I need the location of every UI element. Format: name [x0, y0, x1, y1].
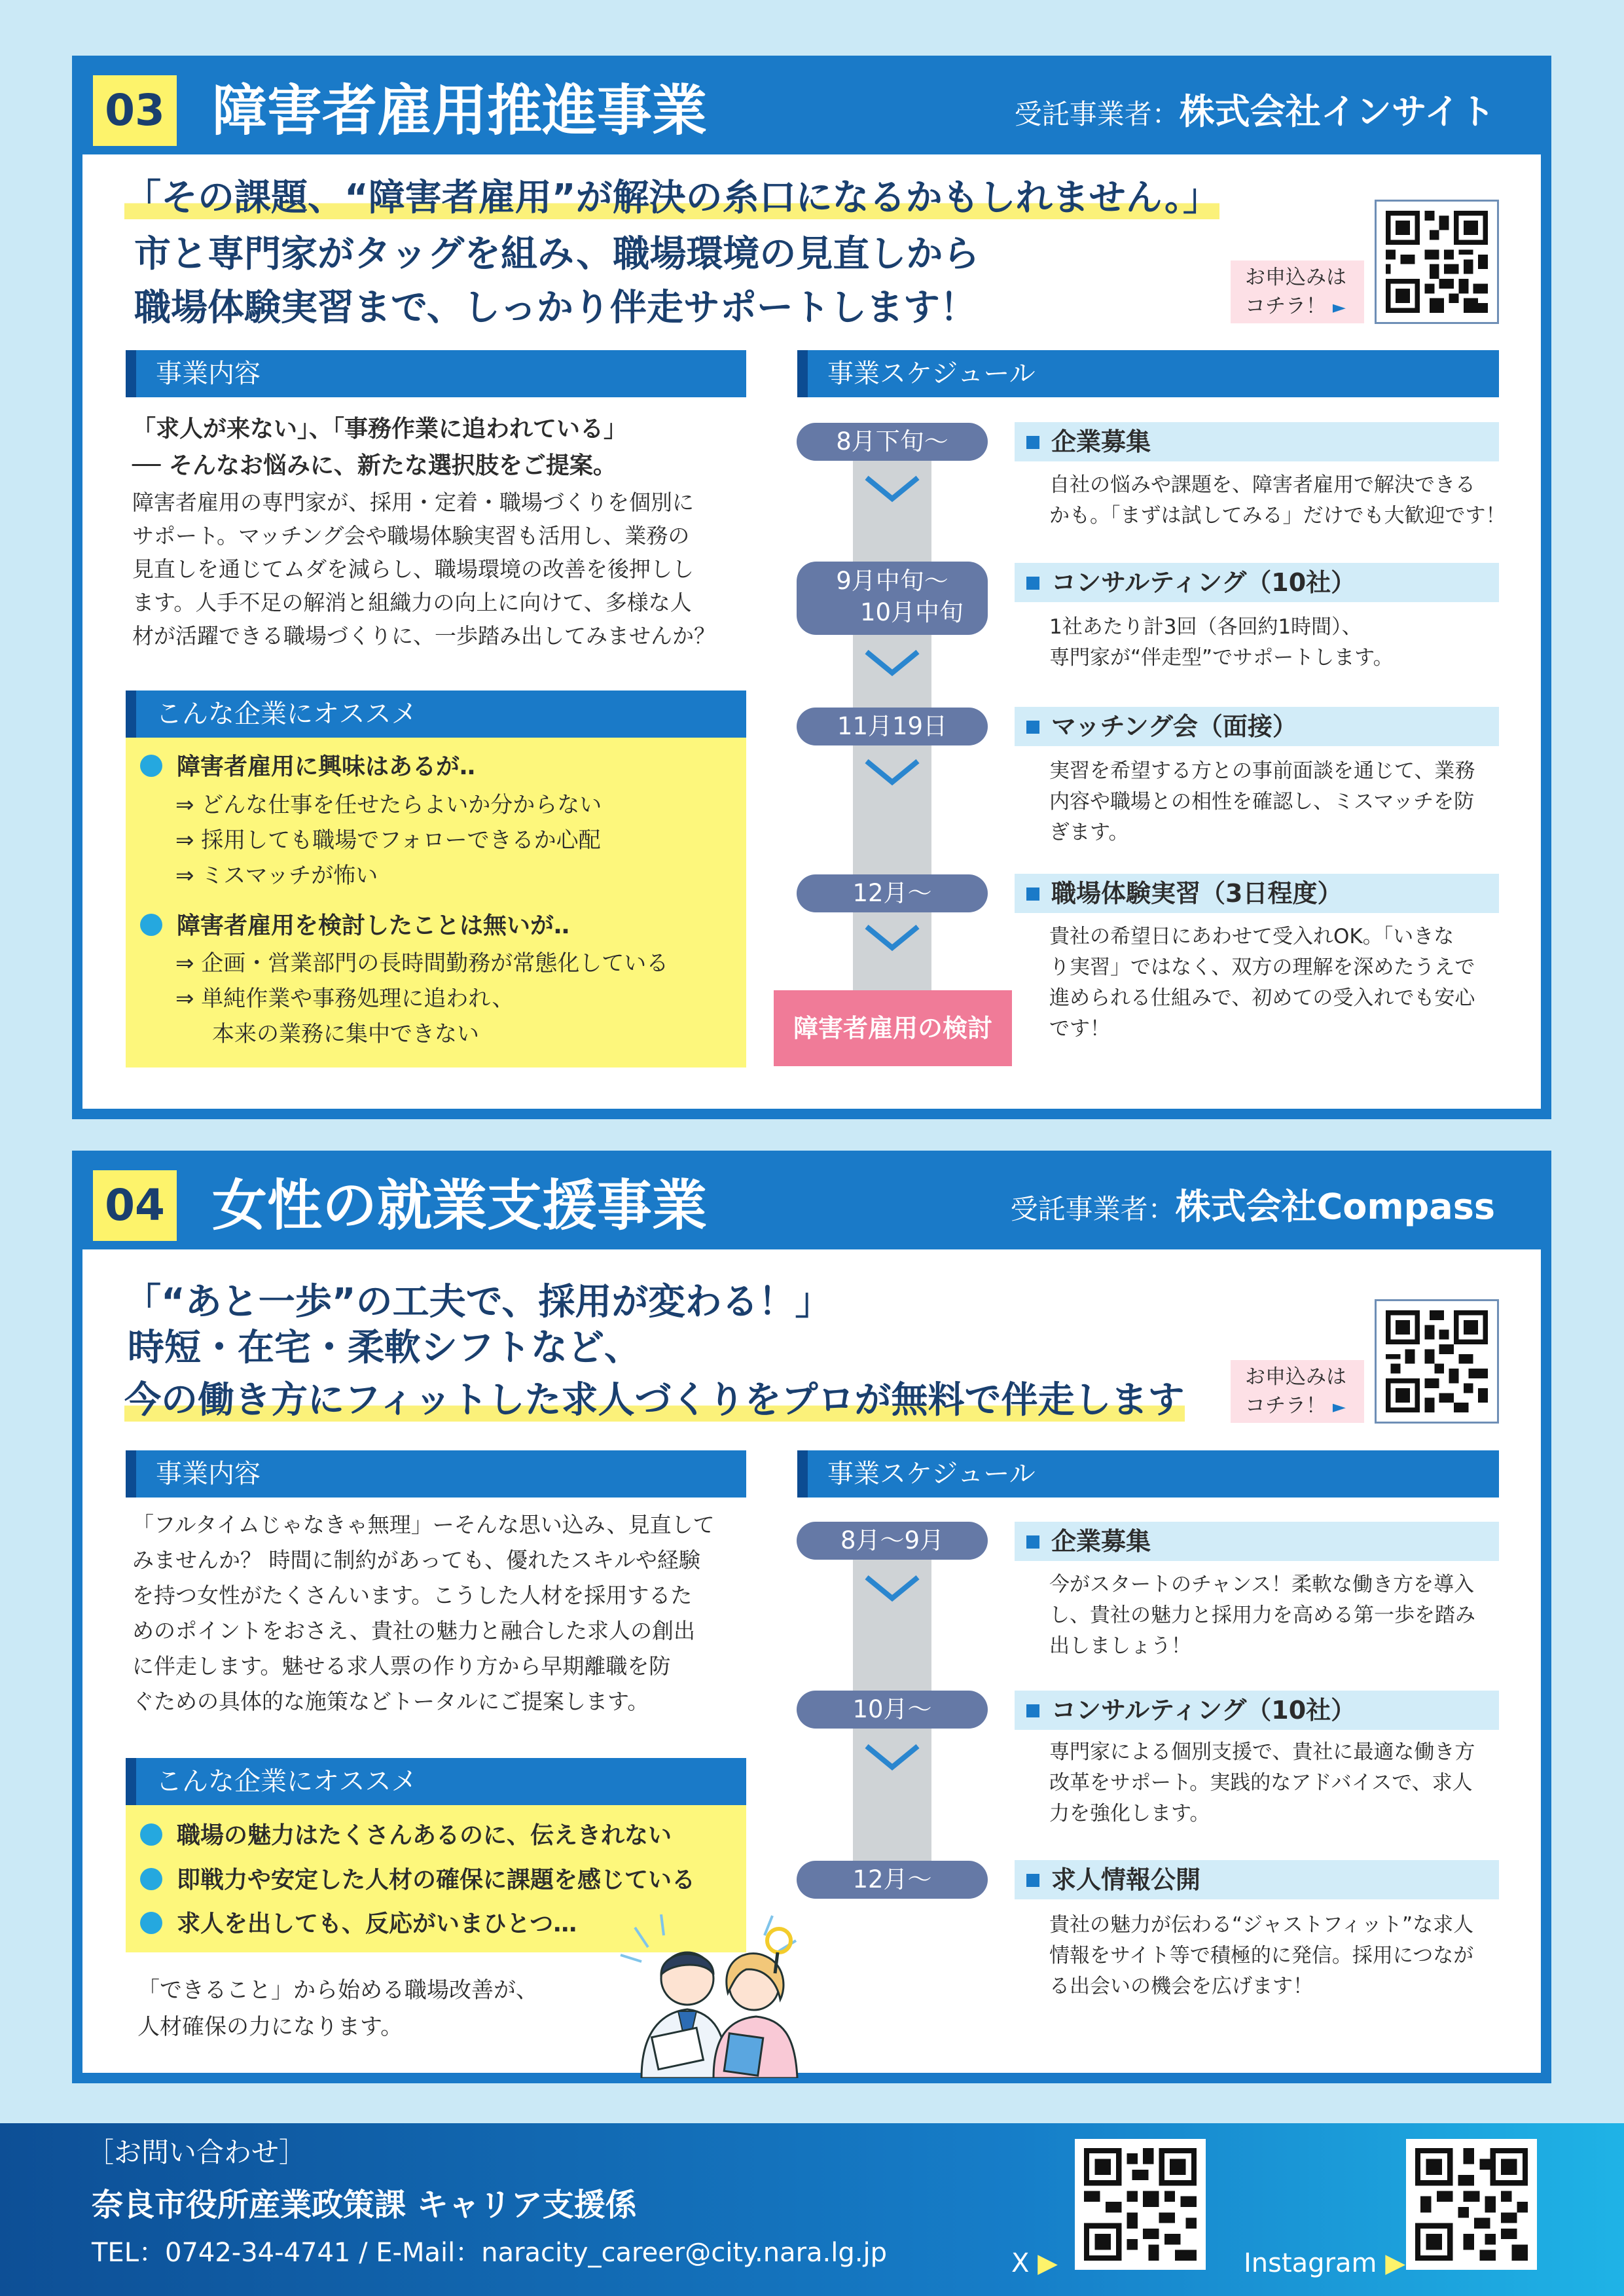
schedule-step-text: 貴社の魅力が伝わる“ジャストフィット”な求人 情報をサイト等で積極的に発信。採用につなが る出会いの機会を広げます！: [1049, 1913, 1474, 1998]
section-title: 障害者雇用推進事業: [212, 79, 708, 143]
schedule-step-text: 自社の悩みや課題を、障害者雇用で解決できる かも。「まずは試してみる」だけでも大歓迎です！: [1049, 473, 1506, 528]
schedule-step-title: コンサルティング（10社）: [1015, 563, 1499, 602]
schedule-date: 8月～9月: [797, 1522, 988, 1560]
department-name: 奈良市役所産業政策課 キャリア支援係: [92, 2187, 637, 2223]
contractor: [1015, 86, 1495, 147]
square-icon: [1026, 577, 1039, 590]
content-body: 「フルタイムじゃなきゃ無理」ーそんな思い込み、見直して みませんか？ 時間に制約があっても、優れたスキルや経験 を持つ女性がたくさんいます。こうした人材を採用するた めのポイントをおさえ、貴社の魅力と融合した求人の創出 に伴走します。魅せる求人票の作り方から早期離職を防 ぐための具体的な施策などトータルにご提案します。: [132, 1512, 715, 1714]
schedule-date: 10月～: [797, 1691, 988, 1729]
recommend-item: 職場の魅力はたくさんあるのに、伝えきれない: [140, 1820, 672, 1852]
schedule-date: 8月下旬～: [797, 423, 988, 461]
recommend-item: 即戦力や安定した人材の確保に課題を感じている: [140, 1864, 695, 1897]
apply-label[interactable]: お申込みは コチラ！ ►: [1231, 1360, 1364, 1423]
schedule-step-text: 貴社の希望日にあわせて受入れOK。「いきな り実習」ではなく、双方の理解を深めたうえで 進められる仕組みで、初めての受入れでも安心 です！: [1049, 925, 1475, 1041]
contractor-name: 株式会社インサイト: [1179, 91, 1495, 132]
panel-03-header: [82, 66, 1541, 154]
contractor-name: 株式会社Compass: [1175, 1186, 1495, 1227]
contractor-label: 受託事業者：: [1014, 98, 1180, 130]
instagram-qr-code[interactable]: [1406, 2139, 1537, 2270]
schedule-step-title: 企業募集: [1015, 422, 1499, 461]
closing-text: 「できること」から始める職場改善が、 人材確保の力になります。: [137, 1977, 538, 2040]
recommend-sub-items: ⇒ どんな仕事を任せたらよいか分からない ⇒ 採用しても職場でフォローできるか心配 ⇒ ミスマッチが怖い: [175, 792, 602, 889]
schedule-date: 9月中旬～ 10月中旬: [797, 562, 988, 635]
qr-code[interactable]: [1375, 1299, 1499, 1424]
recommend-item: 障害者雇用を検討したことは無いが‥: [140, 910, 569, 942]
schedule-heading: 事業スケジュール: [797, 350, 1499, 397]
contractor-label: 受託事業者：: [1010, 1193, 1176, 1225]
bullet-icon: [140, 1823, 162, 1846]
x-qr-code[interactable]: [1075, 2139, 1206, 2270]
instagram-link[interactable]: Instagram ▶: [1244, 2248, 1405, 2278]
bullet-icon: [140, 1912, 162, 1934]
chevron-down-icon: [863, 1741, 922, 1772]
schedule-step-title: 企業募集: [1015, 1522, 1499, 1561]
square-icon: [1026, 1535, 1039, 1549]
headline-line-2: 時短・在宅・柔軟シフトなど、: [128, 1327, 641, 1369]
schedule-step-title: コンサルティング（10社）: [1015, 1691, 1499, 1730]
contact-footer: [0, 2123, 1624, 2296]
content-heading: 事業内容: [126, 1450, 746, 1498]
square-icon: [1026, 1704, 1039, 1717]
schedule-heading: 事業スケジュール: [797, 1450, 1499, 1498]
section-title: 女性の就業支援事業: [212, 1174, 708, 1238]
recommend-sub-items: ⇒ 企画・営業部門の長時間勤務が常態化している ⇒ 単純作業や事務処理に追われ、 本来の業務に集中できない: [175, 950, 669, 1047]
apply-label[interactable]: お申込みは コチラ！ ►: [1231, 260, 1364, 323]
chevron-down-icon: [863, 756, 922, 787]
content-heading: 事業内容: [126, 350, 746, 397]
schedule-date: 11月19日: [797, 708, 988, 745]
schedule-date: 12月～: [797, 874, 988, 912]
x-link[interactable]: X ▶: [1011, 2248, 1058, 2278]
contact-info[interactable]: TEL：0742-34-4741 / E-Mail：naracity_career@city.nara.lg.jp: [92, 2238, 887, 2268]
schedule-step-title: マッチング会（面接）: [1015, 707, 1499, 746]
schedule-date: 12月～: [797, 1861, 988, 1899]
schedule-step-title: 求人情報公開: [1015, 1860, 1499, 1899]
business-people-illustration: [615, 1901, 812, 2078]
panel-04-header: [82, 1161, 1541, 1249]
bullet-icon: [140, 1868, 162, 1890]
chevron-down-icon: [863, 647, 922, 678]
bullet-icon: [140, 914, 162, 936]
headline-line-3: 職場体験実習まで、しっかり伴走サポートします！: [134, 287, 977, 329]
section-number: 03: [93, 75, 177, 146]
content-lead: 「求人が来ない」、「事務作業に追われている」 ── そんなお悩みに、新たな選択肢をご提案。: [132, 416, 628, 479]
inquiry-heading: ［お問い合わせ］: [86, 2136, 307, 2168]
chevron-down-icon: [863, 473, 922, 504]
headline-line-3: 今の働き方にフィットした求人づくりをプロが無料で伴走します: [124, 1379, 1185, 1422]
recommend-item: 障害者雇用に興味はあるが‥: [140, 751, 475, 783]
chevron-down-icon: [863, 922, 922, 953]
square-icon: [1026, 721, 1039, 734]
section-number: 04: [93, 1170, 177, 1241]
schedule-step-title: 職場体験実習（3日程度）: [1015, 874, 1499, 913]
schedule-step-text: 1社あたり計3回（各回約1時間）、 専門家が“伴走型”でサポートします。: [1049, 615, 1394, 670]
content-body: 障害者雇用の専門家が、採用・定着・職場づくりを個別に サポート。マッチング会や職場体験実習も活用し、業務の 見直しを通じてムダを減らし、職場環境の改善を後押しし ます。人手不足の解消と組織力の向上に向けて、多様な人 材が活躍できる職場づくりに、一歩踏み出してみませんか？: [132, 490, 715, 649]
headline-line-1: 「“あと一歩”の工夫で、採用が変わる！」: [124, 1281, 832, 1323]
headline-line-2: 市と専門家がタッグを組み、職場環境の見直しから: [134, 233, 980, 276]
qr-code[interactable]: [1375, 200, 1499, 324]
schedule-step-text: 今がスタートのチャンス！柔軟な働き方を導入 し、貴社の魅力と採用力を高める第一歩を踏み 出しましょう！: [1049, 1573, 1475, 1658]
square-icon: [1026, 1874, 1039, 1887]
recommend-item: 求人を出しても、反応がいまひとつ…: [140, 1908, 577, 1941]
bullet-icon: [140, 755, 162, 777]
schedule-step-text: 専門家による個別支援で、貴社に最適な働き方 改革をサポート。実践的なアドバイスで、求人 力を強化します。: [1049, 1740, 1475, 1825]
arrow-right-icon: ▶: [1385, 2248, 1405, 2278]
recommend-heading: こんな企業にオススメ: [126, 1758, 746, 1805]
arrow-right-icon: ►: [1332, 1397, 1346, 1417]
headline-line-1: 「その課題、“障害者雇用”が解決の糸口になるかもしれません。」: [124, 177, 1219, 219]
schedule-step-text: 実習を希望する方との事前面談を通じて、業務 内容や職場との相性を確認し、ミスマッチを防 ぎます。: [1049, 759, 1475, 844]
chevron-down-icon: [863, 1572, 922, 1604]
arrow-right-icon: ▶: [1038, 2248, 1058, 2278]
square-icon: [1026, 436, 1039, 449]
square-icon: [1026, 888, 1039, 901]
goal-label: 障害者雇用の検討: [774, 990, 1012, 1066]
contractor: [1011, 1181, 1495, 1242]
recommend-heading: こんな企業にオススメ: [126, 691, 746, 738]
arrow-right-icon: ►: [1332, 298, 1346, 317]
